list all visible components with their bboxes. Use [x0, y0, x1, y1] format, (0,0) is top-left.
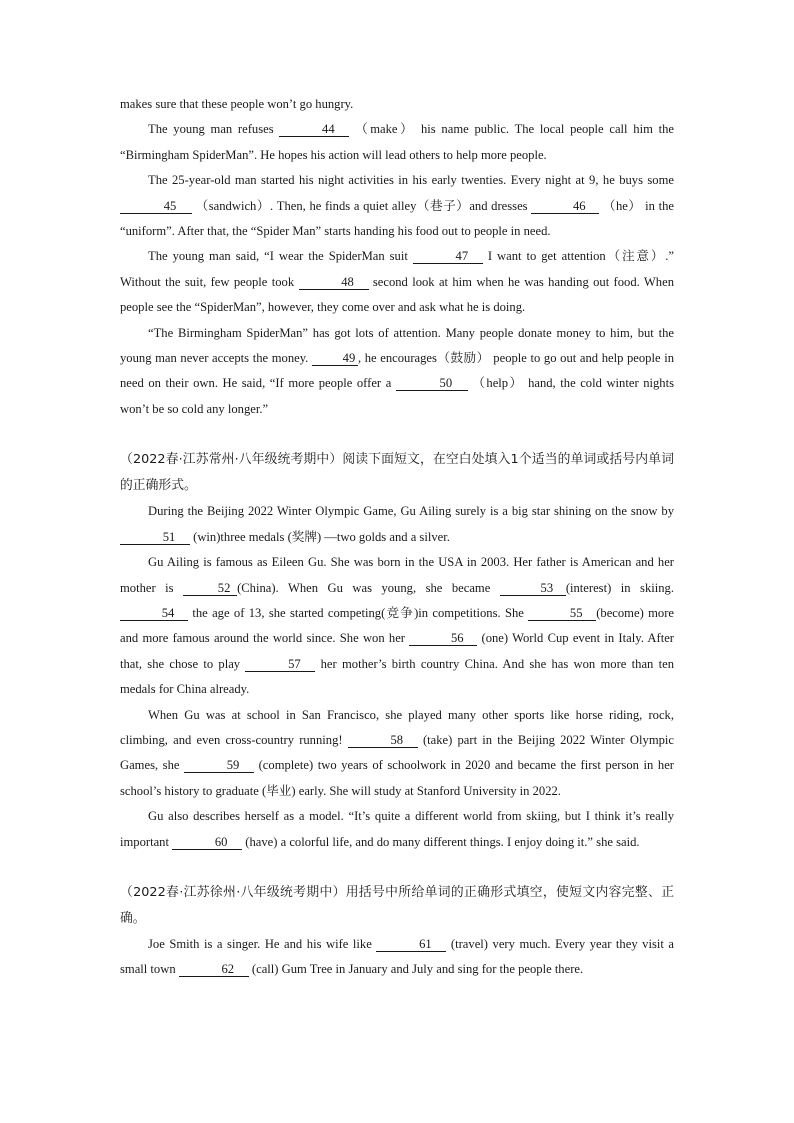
- blank-58[interactable]: 58: [348, 733, 418, 748]
- blank-60[interactable]: 60: [172, 835, 242, 850]
- passage-paragraph: Joe Smith is a singer. He and his wife like 61 (travel) very much. Every year they visit a small town 62 (call) Gum Tree in January and July and sing for the people there.: [120, 936, 674, 977]
- section-instruction: （2022春·江苏常州·八年级统考期中）阅读下面短文，在空白处填入1个适当的单词或括号内单词的正确形式。: [120, 452, 674, 494]
- document-page: [120, 92, 674, 983]
- passage-paragraph: The 25-year-old man started his night activities in his early twenties. Every night at 9, he buys some 45 （sandwich）. Then, he finds a quiet alley（巷子）and dresses 46 （he） in the “uniform”. After that, the “Spider Man” starts handing his food out to people in need.: [120, 173, 675, 239]
- blank-61[interactable]: 61: [376, 937, 446, 952]
- passage-paragraph: During the Beijing 2022 Winter Olympic Game, Gu Ailing surely is a big star shining on the snow by 51 (win)three medals (奖牌) —two golds and a silver.: [120, 499, 674, 550]
- blank-54[interactable]: 54: [120, 606, 188, 621]
- blank-59[interactable]: 59: [184, 758, 254, 773]
- blank-51[interactable]: 51: [120, 530, 190, 545]
- blank-50[interactable]: 50: [396, 376, 468, 391]
- blank-49[interactable]: 49: [312, 351, 358, 366]
- passage-paragraph: When Gu was at school in San Francisco, she played many other sports like horse riding, rock, climbing, and even cross-country running! 58 (take) part in the Beijing 2022 Winter Olympic Games, she 59 (complete) two years of schoolwork in 2020 and became the first person in her school’s history to graduate (毕业) early. She will study at Stanford University in 2022.: [120, 707, 674, 798]
- blank-57[interactable]: 57: [245, 657, 315, 672]
- blank-62[interactable]: 62: [179, 962, 249, 977]
- blank-52[interactable]: 52: [183, 581, 237, 596]
- blank-46[interactable]: 46: [531, 199, 599, 214]
- blank-55[interactable]: 55: [528, 606, 596, 621]
- passage-paragraph: Gu also describes herself as a model. “It’s quite a different world from skiing, but I think it’s really important 60 (have) a colorful life, and do many different things. I enjoy doing it.” she said.: [120, 809, 674, 849]
- passage-line: makes sure that these people won’t go hungry.: [120, 97, 354, 111]
- passage-paragraph: “The Birmingham SpiderMan” has got lots of attention. Many people donate money to him, but the young man never accepts the money. 49 , he encourages（鼓励） people to go out and help people in need on their own. He said, “If more people offer a 50 （help） hand, the cold winter nights won’t be so cold any longer.”: [120, 325, 674, 416]
- blank-48[interactable]: 48: [299, 275, 369, 290]
- passage-paragraph: The young man said, “I wear the SpiderMan suit 47 I want to get attention（注意）.” Without the suit, few people took 48 second look at him when he was handing out food. When people see the “SpiderMan”, however, they come over and ask what he is doing.: [120, 249, 674, 315]
- blank-44[interactable]: 44: [279, 122, 349, 137]
- blank-56[interactable]: 56: [409, 631, 477, 646]
- blank-45[interactable]: 45: [120, 199, 192, 214]
- section-instruction: （2022春·江苏徐州·八年级统考期中）用括号中所给单词的正确形式填空，使短文内容完整、正确。: [120, 884, 674, 926]
- passage-paragraph: The young man refuses 44 （make） his name public. The local people call him the “Birmingham SpiderMan”. He hopes his action will lead others to help more people.: [120, 122, 674, 162]
- blank-53[interactable]: 53: [500, 581, 566, 596]
- blank-47[interactable]: 47: [413, 249, 483, 264]
- passage-paragraph: Gu Ailing is famous as Eileen Gu. She was born in the USA in 2003. Her father is American and her mother is 52 (China). When Gu was young, she became 53 (interest) in skiing. 54 the age of 13, she started competing(竞争)in competitions. She 55 (become) more and more famous around the world since. She won her 56 (one) World Cup event in Italy. After that, she chose to play 57 her mother’s birth country China. And she has won more than ten medals for China already.: [120, 555, 674, 697]
